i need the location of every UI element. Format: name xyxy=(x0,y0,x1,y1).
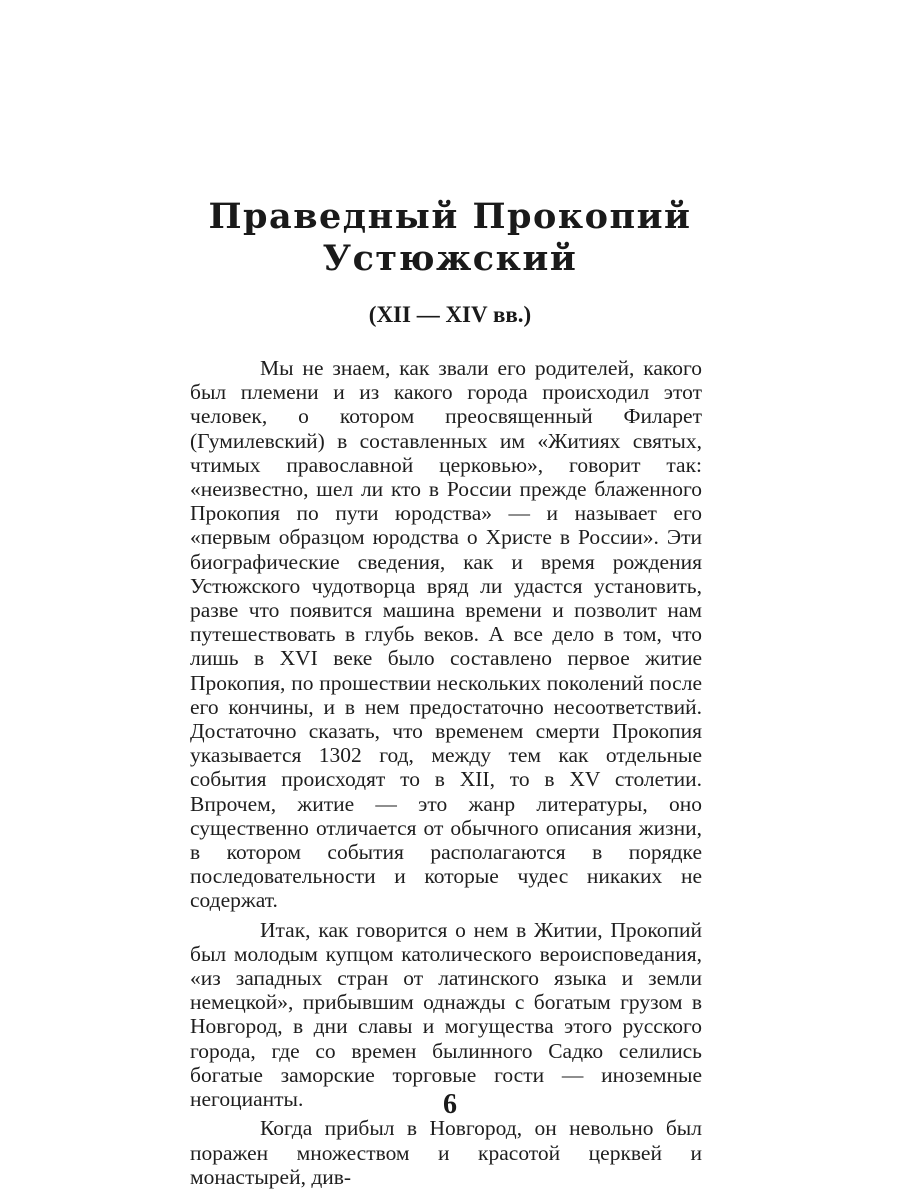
chapter-title xyxy=(0,196,900,280)
paragraph-2: Итак, как говорится о нем в Житии, Прокопий был молодым купцом католического вероисповедания, «из западных стран от латинского языка и земли немецкой», прибывшим однажды с богатым грузом в Новгород, в дни славы и могущества этого русского города, где со времен былинного Садко селились богатые заморские торговые гости — иноземные негоцианты. xyxy=(190,917,702,1112)
chapter-title-line-2: Устюжский xyxy=(322,238,578,279)
paragraph-3: Когда прибыл в Новгород, он невольно был поражен множеством и красотой церквей и монастырей, див- xyxy=(190,1116,702,1189)
chapter-title-line-1: Праведный Прокопий xyxy=(208,196,692,237)
chapter-body xyxy=(190,356,702,1194)
page-number: 6 xyxy=(443,1089,457,1120)
paragraph-1: Мы не знаем, как звали его родителей, какого был племени и из какого города происходил этот человек, о котором преосвященный Филарет (Гумилевский) в составленных им «Житиях святых, чтимых православной церковью», говорит так: «неизвестно, шел ли кто в России прежде блаженного Прокопия по пути юродства» — и называет его «первым образцом юродства о Христе в России». Эти биографические сведения, как и время рождения Устюжского чудотворца вряд ли удастся установить, разве что появится машина времени и позволит нам путешествовать в глубь веков. А все дело в том, что лишь в XVI веке было составлено первое житие Прокопия, по прошествии нескольких поколений после его кончины, и в нем предостаточно несоответствий. Достаточно сказать, что временем смерти Прокопия указывается 1302 год, между тем как отдельные события происходят то в XII, то в XV столетии. Впрочем, житие — это жанр литературы, оно существенно отличается от обычного описания жизни, в котором события располагаются в порядке последовательности и которые чудес никаких не содержат. xyxy=(190,356,702,913)
chapter-period: (XII — XIV вв.) xyxy=(368,302,532,327)
